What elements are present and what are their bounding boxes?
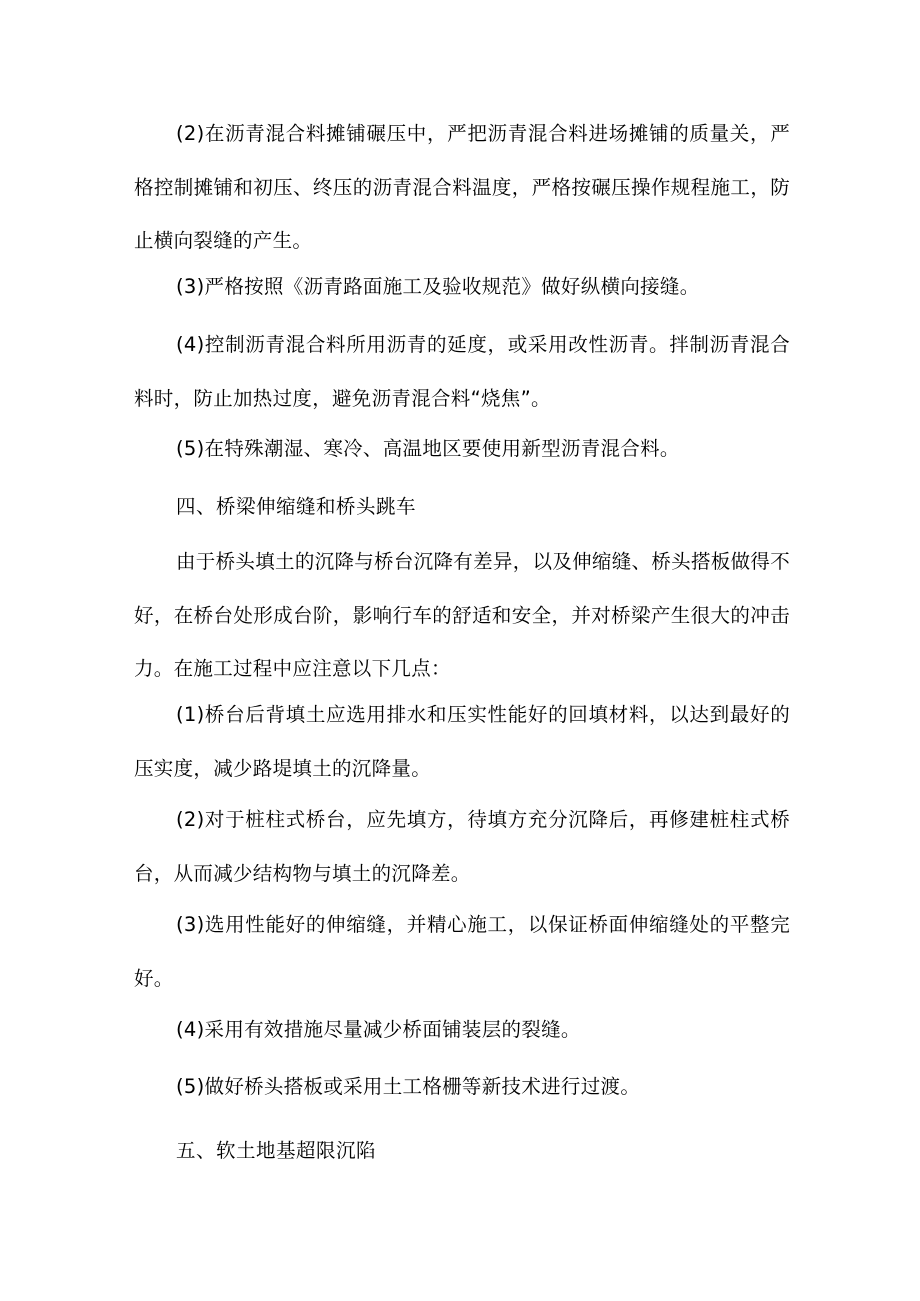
paragraph-deck-cracks: (4)采用有效措施尽量减少桥面铺装层的裂缝。	[176, 1018, 581, 1041]
paragraph-asphalt-ductility: (4)控制沥青混合料所用沥青的延度，或采用改性沥青。拌制沥青混合料时，防止加热过度，避免沥青混合料“烧焦”。	[134, 333, 790, 410]
paragraph-joint-spec: (3)严格按照《沥青路面施工及验收规范》做好纵横向接缝。	[176, 275, 700, 298]
section-heading-bridge-joints: 四、桥梁伸缩缝和桥头跳车	[176, 495, 417, 518]
paragraph-approach-slab: (5)做好桥头搭板或采用土工格栅等新技术进行过渡。	[176, 1075, 641, 1098]
paragraph-special-regions: (5)在特殊潮湿、寒冷、高温地区要使用新型沥青混合料。	[176, 437, 680, 460]
paragraph-paving-compaction: (2)在沥青混合料摊铺碾压中，严把沥青混合料进场摊铺的质量关，严格控制摊铺和初压、终压的沥青混合料温度，严格按碾压操作规程施工，防止横向裂缝的产生。	[134, 122, 790, 252]
paragraph-expansion-joint: (3)选用性能好的伸缩缝，并精心施工，以保证桥面伸缩缝处的平整完好。	[134, 913, 790, 990]
paragraph-bridge-settlement: 由于桥头填土的沉降与桥台沉降有差异，以及伸缩缝、桥头搭板做得不好，在桥台处形成台阶，影响行车的舒适和安全，并对桥梁产生很大的冲击力。在施工过程中应注意以下几点：	[134, 550, 790, 680]
section-heading-soft-soil: 五、软土地基超限沉陷	[176, 1139, 377, 1162]
paragraph-pile-abutment: (2)对于桩柱式桥台，应先填方，待填方充分沉降后，再修建桩柱式桥台，从而减少结构物与填土的沉降差。	[134, 808, 790, 885]
paragraph-backfill: (1)桥台后背填土应选用排水和压实性能好的回填材料，以达到最好的压实度，减少路堤填土的沉降量。	[134, 703, 790, 780]
